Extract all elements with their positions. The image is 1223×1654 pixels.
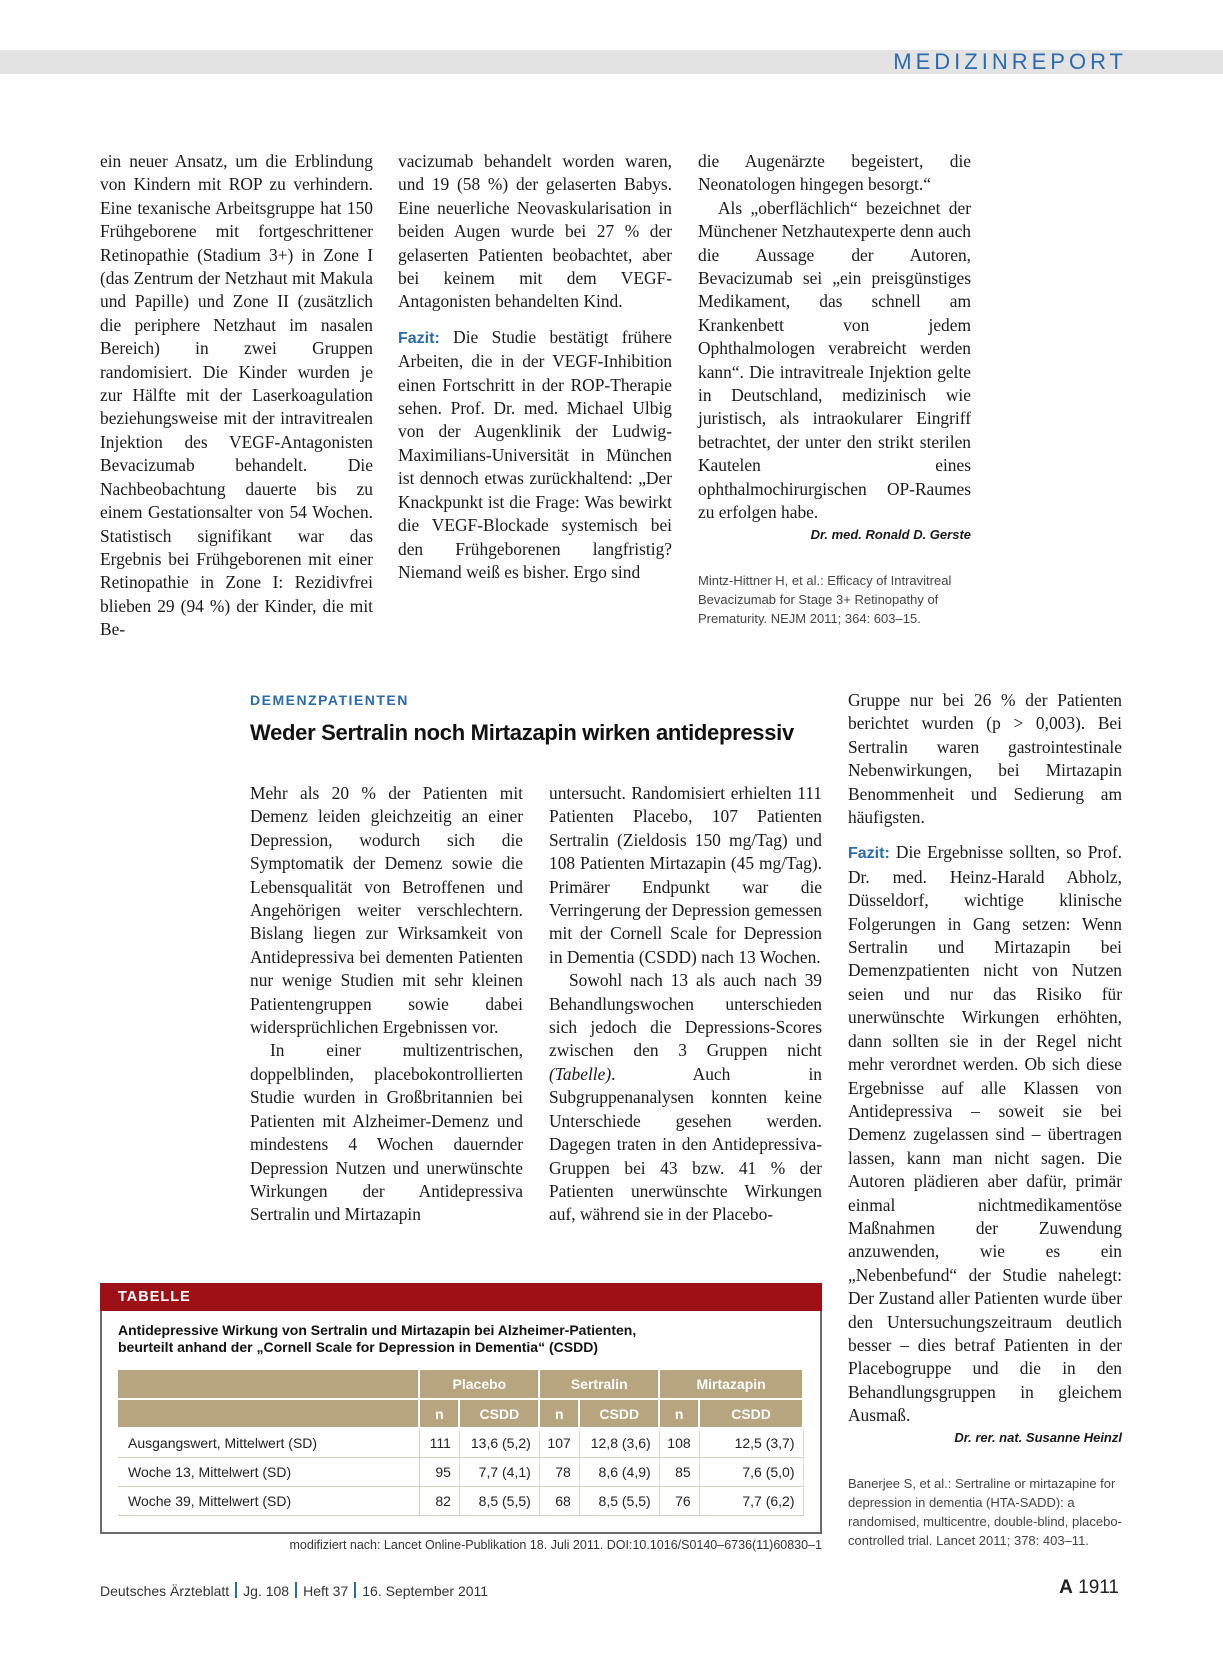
table-cell: 82 (419, 1486, 459, 1515)
table-row (118, 1457, 803, 1486)
table-cell: 85 (659, 1457, 699, 1486)
subheader-cell: n (539, 1399, 579, 1428)
article1-author: Dr. med. Ronald D. Gerste (810, 526, 971, 542)
footer-separator (354, 1582, 356, 1598)
table-cell: 68 (539, 1486, 579, 1515)
footer-separator (295, 1582, 297, 1598)
article1-paragraph: vacizumab behandelt worden waren, und 19 (58 %) der gelaserten Babys. Eine neuerliche Neovaskularisation in beiden Augen wurde bei 27 % der gelaserten Patienten beobachtet, aber bei keinem mit dem VEGF-Antagonisten behandelten Kind. (398, 151, 672, 312)
table-row (118, 1486, 803, 1515)
table-subheader-row (118, 1399, 803, 1428)
table-cell: 12,8 (3,6) (579, 1428, 659, 1457)
article2-column-3 (848, 689, 1122, 1550)
fazit-label: Fazit: (398, 329, 440, 347)
fazit-label: Fazit: (848, 845, 890, 863)
table-cell: 7,6 (5,0) (699, 1457, 803, 1486)
table-title (118, 1322, 808, 1356)
table-cell: 7,7 (4,1) (459, 1457, 539, 1486)
subheader-cell: n (659, 1399, 699, 1428)
article2-column-1 (250, 782, 523, 1227)
article2-paragraph (549, 969, 822, 1226)
page-prefix: A (1059, 1577, 1073, 1598)
article1-reference: Mintz-Hittner H, et al.: Efficacy of Intravitreal Bevacizumab for Stage 3+ Retinopathy of Prematurity. NEJM 2011; 364: 603–15. (698, 572, 952, 626)
article1-column-3 (698, 150, 971, 628)
table-group-header-row (118, 1370, 803, 1399)
table-cell: 95 (419, 1457, 459, 1486)
article2-paragraph: Gruppe nur bei 26 % der Patienten berichtet wurden (p > 0,003). Bei Sertralin waren gastrointestinale Nebenwirkungen, bei Mirtazapin Benommenheit und Sedierung am häufigsten. (848, 690, 1122, 828)
group-header-sertralin: Sertralin (539, 1370, 659, 1399)
article2-paragraph: untersucht. Randomisiert erhielten 111 Patienten Placebo, 107 Patienten Sertralin (Zieldosis 150 mg/Tag) und 108 Patienten Mirtazapin (45 mg/Tag). Primärer Endpunkt war die Verringerung der Depression gemessen mit der Cornell Scale for Depression in Dementia (CSDD) nach 13 Wochen. (549, 783, 822, 967)
table-cell: 8,5 (5,5) (459, 1486, 539, 1515)
table-corner-cell (118, 1399, 419, 1428)
table-title-line: beurteilt anhand der „Cornell Scale for Depression in Dementia“ (CSDD) (118, 1339, 598, 1355)
text-span: Sowohl nach 13 als auch nach 39 Behandlungswochen unterschieden sich jedoch die Depressions-Scores zwischen den 3 Gruppen nicht (549, 970, 822, 1061)
row-label: Ausgangswert, Mittelwert (SD) (118, 1428, 419, 1457)
subheader-cell: CSDD (699, 1399, 803, 1428)
subheader-cell: CSDD (579, 1399, 659, 1428)
subheader-cell: CSDD (459, 1399, 539, 1428)
page-number (1059, 1577, 1119, 1599)
article2-kicker: DEMENZPATIENTEN (250, 692, 409, 708)
journal-volume: Jg. 108 (243, 1583, 290, 1599)
article1-column-2 (398, 150, 672, 584)
subheader-cell: n (419, 1399, 459, 1428)
article1-fazit-paragraph (398, 326, 672, 584)
article2-fazit-paragraph (848, 841, 1122, 1427)
page-footer (100, 1582, 488, 1599)
table-reference: (Tabelle) (549, 1063, 612, 1084)
section-label: MEDIZINREPORT (893, 49, 1127, 74)
table-row (118, 1428, 803, 1457)
table-cell: 108 (659, 1428, 699, 1457)
table-source: modifiziert nach: Lancet Online-Publikation 18. Juli 2011. DOI:10.1016/S0140–6736(11)60830–1 (289, 1538, 822, 1552)
fazit-text: Die Ergebnisse sollten, so Prof. Dr. med. Heinz-Harald Abholz, Düsseldorf, wichtige klinische Folgerungen in Gang setzen: Wenn Sertralin und Mirtazapin bei Demenzpatienten nicht von Nutzen seien und nur das Risiko für unerwünschte Wirkungen erhöhten, dann sollten sie in der Regel nicht mehr verordnet werden. Ob sich diese Ergebnisse auf alle Klassen von Antidepressiva – soweit sie bei Demenz zugelassen sind – übertragen lassen, kann man nicht sagen. Die Autoren plädieren aber dafür, primär einmal nichtmedikamentöse Maßnahmen der Zuwendung anzuwenden, wie es ein „Nebenbefund“ der Studie nahelegt: Der Zustand aller Patienten wurde über den Untersuchungszeitraum deutlich besser – dies betraf Patienten in der Placebogruppe und die in den Behandlungsgruppen in gleichem Ausmaß. (848, 842, 1122, 1426)
article2-paragraph: Mehr als 20 % der Patienten mit Demenz leiden gleichzeitig an einer Depression, wodurch sich die Symptomatik der Demenz sowie die Lebensqualität von Betroffenen und Angehörigen weiter verschlechtern. Bislang liegen zur Wirksamkeit von Antidepressiva bei dementen Patienten nur wenige Studien mit sehr kleinen Patientengruppen sowie dabei widersprüchlichen Ergebnissen vor. (250, 783, 523, 1038)
row-label: Woche 13, Mittelwert (SD) (118, 1457, 419, 1486)
table-cell: 107 (539, 1428, 579, 1457)
table-cell: 8,5 (5,5) (579, 1486, 659, 1515)
table-cell: 7,7 (6,2) (699, 1486, 803, 1515)
article2-column-2 (549, 782, 822, 1227)
table-cell: 12,5 (3,7) (699, 1428, 803, 1457)
footer-separator (235, 1582, 237, 1598)
table-cell: 8,6 (4,9) (579, 1457, 659, 1486)
article2-reference: Banerjee S, et al.: Sertraline or mirtazapine for depression in dementia (HTA-SADD): a randomised, multicentre, double-blind, placebo-controlled trial. Lancet 2011; 378: 403–11. (848, 1475, 1122, 1548)
article2-paragraph: In einer multizentrischen, doppelblinden, placebokontrollierten Studie wurden in Großbritannien bei Patienten mit Alzheimer-Demenz und mindestens 4 Wochen dauernder Depression Nutzen und unerwünschte Wirkungen der Antidepressiva Sertralin und Mirtazapin (250, 1040, 523, 1225)
text-span: . Auch in Subgruppenanalysen konnten keine Unterschiede gesehen werden. Dagegen traten in den Antidepressiva-Gruppen bei 43 bzw. 41 % der Patienten unerwünschte Wirkungen auf, während sie in der Placebo- (549, 1063, 822, 1225)
table-label: TABELLE (100, 1283, 822, 1311)
table-corner-cell (118, 1370, 419, 1399)
journal-date: 16. September 2011 (362, 1583, 489, 1599)
row-label: Woche 39, Mittelwert (SD) (118, 1486, 419, 1515)
group-header-placebo: Placebo (419, 1370, 539, 1399)
article1-paragraph: die Augenärzte begeistert, die Neonatologen hingegen besorgt.“ (698, 151, 971, 195)
table-cell: 13,6 (5,2) (459, 1428, 539, 1457)
table-title-line: Antidepressive Wirkung von Sertralin und Mirtazapin bei Alzheimer-Patienten, (118, 1322, 637, 1338)
article1-paragraph: Als „oberflächlich“ bezeichnet der Münchener Netzhautexperte denn auch die Aussage der Autoren, Bevacizumab sei „ein preisgünstiges Medikament, das schnell am Krankenbett von jedem Ophthalmologen verabreicht werden kann“. Die intravitreale Injektion gelte in Deutschland, medizinisch wie juristisch, als intraokularer Eingriff betrachtet, der unter den strikt sterilen Kautelen eines ophthalmochirurgischen OP-Raumes zu erfolgen habe. (698, 197, 971, 523)
table-cell: 78 (539, 1457, 579, 1486)
article1-paragraph: ein neuer Ansatz, um die Erblindung von Kindern mit ROP zu verhindern. Eine texanische Arbeitsgruppe hat 150 Frühgeborene mit fortgeschrittener Retinopathie (Stadium 3+) in Zone I (das Zentrum der Netzhaut mit Makula und Papille) und Zone II (zusätzlich die periphere Netzhaut im nasalen Bereich) in zwei Gruppen randomisiert. Die Kinder wurden je zur Hälfte mit der Laserkoagulation beziehungsweise mit der intravitrealen Injektion des VEGF-Antagonisten Bevacizumab behandelt. Die Nachbeobachtung dauerte bis zu einem Gestationsalter von 54 Wochen. Statistisch signifikant war das Ergebnis bei Frühgeborenen mit einer Retinopathie in Zone I: Rezidivfrei blieben 29 (94 %) der Kinder, die mit Be- (100, 151, 373, 640)
table-cell: 111 (419, 1428, 459, 1457)
page-number-value: 1911 (1078, 1577, 1119, 1598)
journal-name: Deutsches Ärzteblatt (100, 1583, 230, 1599)
article2-author: Dr. rer. nat. Susanne Heinzl (954, 1429, 1122, 1445)
table-cell: 76 (659, 1486, 699, 1515)
article1-column-1 (100, 150, 373, 642)
article2-headline: Weder Sertralin noch Mirtazapin wirken antidepressiv (250, 720, 794, 745)
journal-issue: Heft 37 (303, 1583, 349, 1599)
fazit-text: Die Studie bestätigt frühere Arbeiten, die in der VEGF-Inhibition einen Fortschritt in der ROP-Therapie sehen. Prof. Dr. med. Michael Ulbig von der Augenklinik der Ludwig-Maximilians-Universität in München ist dennoch etwas zurückhaltend: „Der Knackpunkt ist die Frage: Was bewirkt die VEGF-Blockade systemisch bei den Frühgeborenen langfristig? Niemand weiß es bisher. Ergo sind (398, 326, 672, 582)
results-table (118, 1370, 804, 1516)
group-header-mirtazapin: Mirtazapin (659, 1370, 803, 1399)
